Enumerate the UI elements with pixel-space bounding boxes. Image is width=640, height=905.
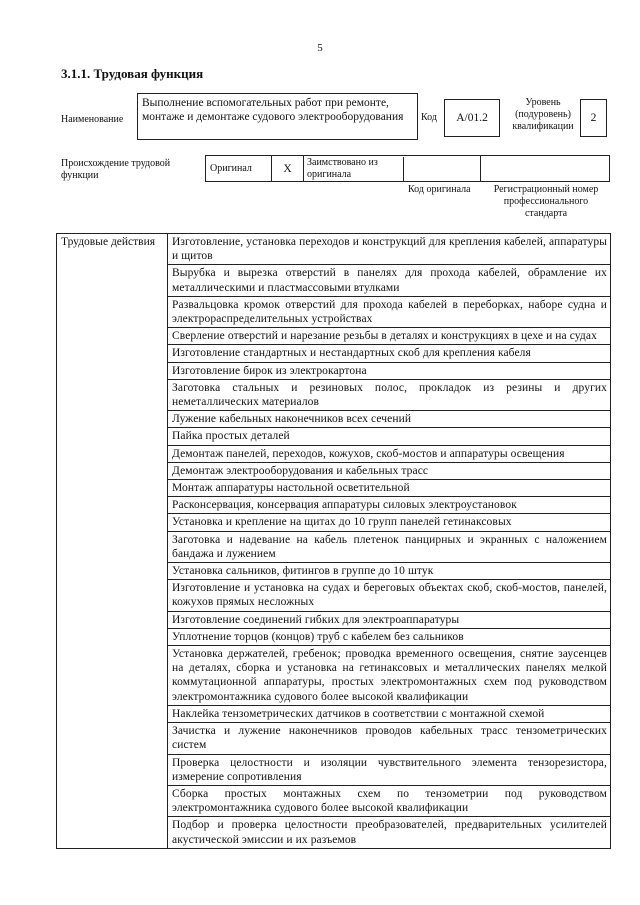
level-value-box (580, 99, 607, 137)
action-item: Зачистка и лужение наконечников проводов кабельных трасс тензометрических систем (168, 723, 611, 754)
action-item: Заготовка и надевание на кабель плетенок панцирных и экранных с наложением бандажа и лужением (168, 531, 611, 562)
borrowed-label: Заимствовано из оригинала (307, 157, 378, 180)
action-item: Изготовление и установка на судах и береговых объектах скоб, скоб-мостов, панелей, кожухов прямых несложных (168, 580, 611, 611)
action-item: Заготовка стальных и резиновых полос, прокладок из резины и других неметаллических материалов (168, 379, 611, 410)
level-value: 2 (590, 112, 597, 124)
action-item: Подбор и проверка целостности преобразователей, предварительных усилителей акустической эмиссии и их разъемов (168, 817, 611, 848)
code-value: A/01.2 (456, 112, 488, 124)
action-item: Сверление отверстий и нарезание резьбы в деталях и конструкциях в цехе и на судах (168, 328, 611, 345)
action-item: Изготовление соединений гибких для электроаппаратуры (168, 611, 611, 628)
action-item: Наклейка тензометрических датчиков в соответствии с монтажной схемой (168, 705, 611, 722)
original-cell (206, 156, 272, 181)
original-label: Оригинал (210, 162, 252, 174)
original-mark-cell (272, 156, 304, 181)
origin-divider (480, 156, 481, 181)
action-item: Изготовление, установка переходов и конструкций для крепления кабелей, аппаратуры и щитов (168, 234, 611, 265)
name-value: Выполнение вспомогательных работ при ремонте, монтаже и демонтаже судового электрооборудования (142, 97, 404, 123)
action-item: Лужение кабельных наконечников всех сечений (168, 411, 611, 428)
actions-label: Трудовые действия (57, 234, 168, 849)
origin-table (205, 155, 610, 182)
action-item: Расконсервация, консервация аппаратуры силовых электроустановок (168, 497, 611, 514)
level-label: Уровень (подуровень) квалификации (512, 97, 574, 132)
action-item: Проверка целостности и изоляции чувствительного элемента тензорезистора, измерение сопротивления (168, 754, 611, 785)
action-item: Пайка простых деталей (168, 428, 611, 445)
action-item: Установка и крепление на щитах до 10 групп панелей гетинаксовых (168, 514, 611, 531)
action-item: Сборка простых монтажных схем по тензометрии под руководством электромонтажника судового более высокой квалификации (168, 785, 611, 816)
name-value-box (137, 93, 418, 140)
labor-actions-body (57, 234, 611, 849)
action-item: Вырубка и вырезка отверстий в панелях для прохода кабелей, обрамление их металлическими и пластмассовыми втулками (168, 265, 611, 296)
action-item: Развальцовка кромок отверстий для прохода кабелей в переборках, наборе судна и электрораспределительных устройствах (168, 296, 611, 327)
action-item: Изготовление бирок из электрокартона (168, 362, 611, 379)
origin-label: Происхождение трудовой функции (61, 158, 171, 181)
code-original-caption: Код оригинала (408, 184, 471, 195)
labor-actions-table (56, 233, 611, 849)
name-label: Наименование (61, 114, 124, 125)
action-item: Монтаж аппаратуры настольной осветительной (168, 480, 611, 497)
action-item: Изготовление стандартных и нестандартных скоб для крепления кабеля (168, 345, 611, 362)
page-number: 5 (317, 42, 323, 54)
borrowed-cell (304, 157, 404, 181)
table-row (57, 234, 611, 265)
code-label: Код (421, 112, 437, 123)
action-item: Установка сальников, фитингов в группе до 10 штук (168, 563, 611, 580)
action-item: Демонтаж панелей, переходов, кожухов, скоб-мостов и аппаратуры освещения (168, 445, 611, 462)
action-item: Установка держателей, гребенок; проводка временного освещения, снятие заусенцев на деталях, сборка и установка на гетинаксовых и металлических панелях мелкой коммутационной аппаратуры, простых электромонтажных схем под руководством электромонтажника судового более высокой квалификации (168, 646, 611, 706)
action-item: Уплотнение торцов (концов) труб с кабелем без сальников (168, 628, 611, 645)
original-mark: X (283, 162, 292, 175)
code-value-box (444, 99, 500, 137)
section-title: 3.1.1. Трудовая функция (61, 66, 204, 81)
reg-number-caption: Регистрационный номер профессионального стандарта (493, 184, 599, 219)
action-item: Демонтаж электрооборудования и кабельных трасс (168, 462, 611, 479)
